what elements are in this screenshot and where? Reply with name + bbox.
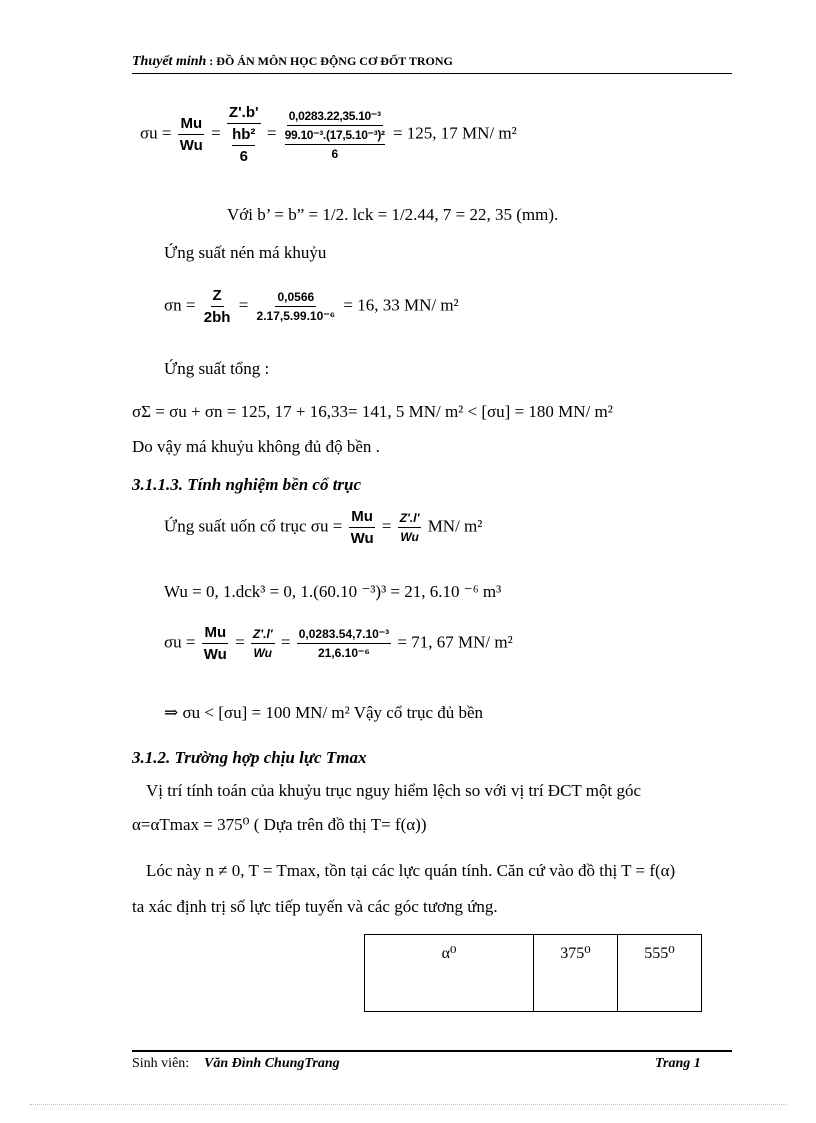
header-rule [132, 73, 732, 74]
eq1-f2-den-bottom: 6 [239, 148, 248, 165]
eq4-result: = 71, 67 MN/ m² [397, 632, 513, 652]
equation-compression-stress [164, 287, 459, 326]
equation-shaft-stress [164, 508, 482, 547]
eq2-equals: = [238, 295, 249, 315]
eq4-fraction-1 [202, 624, 229, 663]
eq1-equals: = [211, 123, 221, 143]
eq2-f1-den: 2bh [203, 309, 231, 326]
eq3-f2-den: Wu [400, 530, 419, 544]
eq4-f2-den: Wu [253, 646, 272, 660]
equation-shaft-stress-value [164, 624, 513, 663]
eq1-fraction-1 [178, 115, 205, 154]
eq1-f1-num: Mu [178, 115, 204, 135]
table-cell-375: 375⁰ [534, 935, 618, 1012]
footer-label: Sinh viên: [132, 1056, 190, 1071]
eq1-fraction-2 [227, 104, 261, 165]
eq4-equals-2: = [280, 632, 291, 652]
text-para2-line1: Lóc này n ≠ 0, T = Tmax, tồn tại các lực quán tính. Căn cứ vào đồ thị T = f(α) [146, 861, 676, 880]
eq1-f3-num: 0,0283.22,35.10⁻³ [287, 109, 383, 126]
eq3-fraction-2 [398, 511, 422, 544]
eq4-f3-den: 21,6.10⁻⁶ [317, 646, 370, 660]
eq1-f2-den [230, 124, 257, 165]
footer-page-number: Trang 1 [655, 1056, 701, 1071]
eq1-f3-den-top: 99.10⁻³.(17,5.10⁻³)² [285, 128, 385, 145]
table-cell-555: 555⁰ [618, 935, 702, 1012]
eq4-equals: = [235, 632, 245, 652]
equation-bending-stress [140, 104, 517, 165]
eq4-f1-den: Wu [203, 646, 227, 663]
eq1-f1-den: Wu [179, 137, 203, 154]
eq2-f2-num: 0,0566 [275, 290, 316, 307]
table-row [365, 935, 702, 1012]
eq3-equals: = [381, 516, 392, 536]
text-para1-line1: Vị trí tính toán của khuỷu trục nguy hiểm lệch so với vị trí ĐCT một góc [146, 781, 641, 800]
eq2-f1-num: Z [211, 287, 224, 307]
eq3-f1-den: Wu [350, 530, 374, 547]
section-heading-3-1-1-3: 3.1.1.3. Tính nghiệm bền cổ trục [132, 475, 362, 494]
text-do-vay: Do vậy má khuỷu không đủ độ bền . [132, 437, 380, 456]
eq4-f1-num: Mu [202, 624, 228, 644]
eq3-f1-num: Mu [349, 508, 375, 528]
header-title: ĐỒ ÁN MÔN HỌC ĐỘNG CƠ ĐỐT TRONG [216, 54, 453, 68]
eq1-f3-den-bottom: 6 [331, 146, 338, 161]
eq3-unit: MN/ m² [427, 516, 483, 536]
eq1-lhs: σu = [140, 123, 172, 143]
text-conclusion: ⇒ σu < [σu] = 100 MN/ m² Vậy cổ trục đủ bền [164, 703, 484, 722]
text-para1-line2: α=αTmax = 375⁰ ( Dựa trên đồ thị T= f(α)) [132, 815, 427, 834]
eq2-lhs: σn = [164, 295, 196, 315]
page-edge-divider [30, 1104, 786, 1105]
eq1-result: = 125, 17 MN/ m² [392, 123, 517, 143]
eq1-f2-num: Z'.b' [227, 104, 261, 124]
header-separator: : [206, 54, 217, 68]
footer-rule [132, 1050, 732, 1052]
eq4-f3-num: 0,0283.54,7.10⁻³ [297, 627, 391, 644]
eq2-f2-den: 2.17,5.99.10⁻⁶ [256, 309, 336, 323]
eq3-prefix: Ứng suất uốn cổ trục σu = [164, 516, 343, 536]
eq2-result: = 16, 33 MN/ m² [343, 295, 459, 315]
eq3-fraction-1 [349, 508, 376, 547]
text-voi-b: Với b’ = b” = 1/2. lck = 1/2.44, 7 = 22, 35 (mm). [227, 205, 559, 224]
text-ung-suat-tong: Ứng suất tổng : [164, 359, 270, 378]
eq4-f2-num: Z'.l' [251, 627, 275, 644]
eq1-f3-den [283, 126, 387, 161]
text-wu: Wu = 0, 1.dck³ = 0, 1.(60.10 ⁻³)³ = 21, 6.10 ⁻⁶ m³ [164, 582, 502, 601]
text-sigma-total: σΣ = σu + σn = 125, 17 + 16,33= 141, 5 MN/ m² < [σu] = 180 MN/ m² [132, 402, 613, 421]
footer-student: Văn Đình ChungTrang [204, 1056, 340, 1071]
eq1-fraction-3 [283, 109, 387, 161]
eq4-fraction-3 [297, 627, 391, 660]
eq1-equals-2: = [266, 123, 277, 143]
eq2-fraction-2 [255, 290, 338, 323]
text-para2-line2: ta xác định trị số lực tiếp tuyến và các góc tương ứng. [132, 897, 498, 916]
section-heading-3-1-2: 3.1.2. Trường hợp chịu lực Tmax [132, 748, 367, 767]
angle-table [364, 934, 702, 1012]
eq4-lhs: σu = [164, 632, 196, 652]
table-cell-alpha: α⁰ [365, 935, 534, 1012]
eq2-fraction-1 [202, 287, 233, 326]
text-ung-suat-nen: Ứng suất nén má khuỷu [164, 243, 327, 262]
eq4-fraction-2 [251, 627, 275, 660]
eq3-f2-num: Z'.l' [398, 511, 422, 528]
eq1-f2-den-top: hb² [232, 126, 255, 146]
page-header [132, 54, 453, 70]
header-label: Thuyết minh [132, 54, 207, 69]
